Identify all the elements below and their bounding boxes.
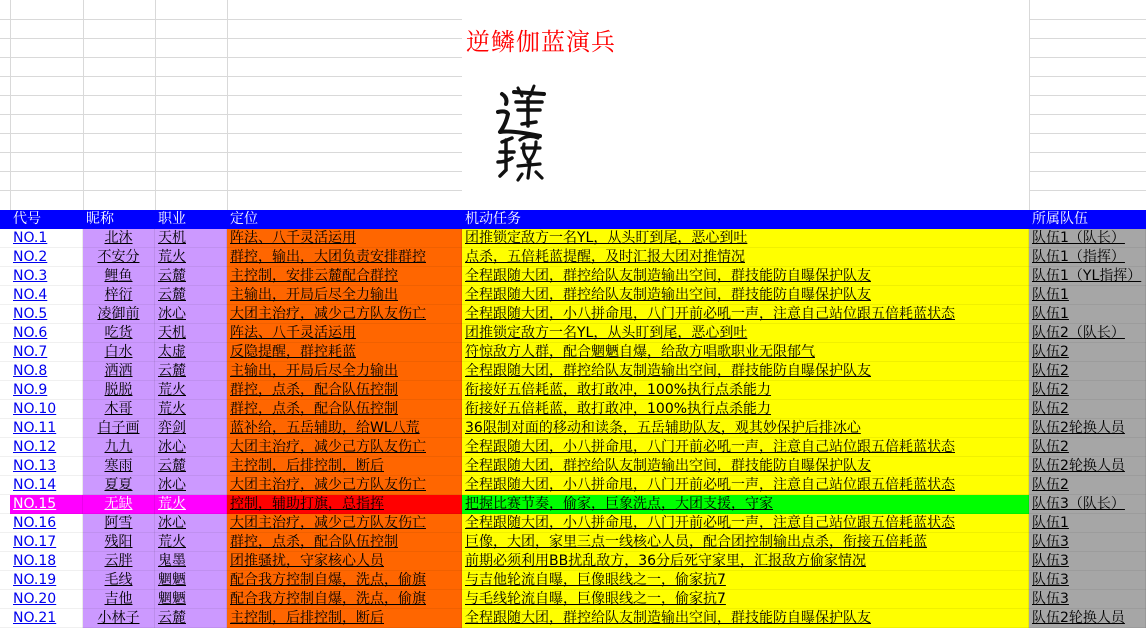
cell-team[interactable]: 队伍2 (1029, 400, 1146, 419)
cell-team[interactable]: 队伍2轮换人员 (1029, 609, 1146, 628)
cell-position[interactable]: 大团主治疗，减少己方队友伤亡 (227, 476, 462, 495)
cell-position[interactable]: 配合我方控制自爆，洗点，偷旗 (227, 571, 462, 590)
cell-nickname[interactable]: 洒洒 (83, 362, 155, 381)
cell-position[interactable]: 大团主治疗，减少己方队友伤亡 (227, 305, 462, 324)
table-row (0, 571, 1146, 590)
cell-mobile-task[interactable]: 全程跟随大团，小八拼命甩，八门开前必吼一声，注意自己站位跟五倍耗蓝状态 (462, 476, 1029, 495)
cell-position[interactable]: 群控，点杀，配合队伍控制 (227, 381, 462, 400)
table-row (0, 229, 1146, 248)
cell-nickname[interactable]: 鲤鱼 (83, 267, 155, 286)
cell-mobile-task[interactable]: 巨像，大团，家里三点一线核心人员，配合团控制输出点杀，衔接五倍耗蓝 (462, 533, 1029, 552)
cell-team[interactable]: 队伍2 (1029, 362, 1146, 381)
cell-position[interactable]: 群控，点杀，配合队伍控制 (227, 533, 462, 552)
cell-code[interactable]: NO.18 (10, 552, 83, 571)
cell-position[interactable]: 蓝补给，五岳辅助，给WL八荒 (227, 419, 462, 438)
cell-mobile-task[interactable]: 与吉他轮流自曝，巨像眼线之一，偷家抗7 (462, 571, 1029, 590)
cell-mobile-task[interactable]: 团推锁定敌方一名YL，从头盯到尾，恶心到吐 (462, 229, 1029, 248)
cell-job[interactable]: 云麓 (155, 267, 227, 286)
cell-nickname[interactable]: 凌御前 (83, 305, 155, 324)
cell-job[interactable]: 冰心 (155, 305, 227, 324)
table-row (0, 514, 1146, 533)
cell-mobile-task[interactable]: 全程跟随大团，群控给队友制造输出空间，群技能防自曝保护队友 (462, 362, 1029, 381)
cell-code[interactable]: NO.15 (10, 495, 83, 514)
table-row (0, 362, 1146, 381)
cell-nickname[interactable]: 毛线 (83, 571, 155, 590)
table-row (0, 438, 1146, 457)
cell-team[interactable]: 队伍1（指挥） (1029, 248, 1146, 267)
cell-nickname[interactable]: 九九 (83, 438, 155, 457)
cell-team[interactable]: 队伍2 (1029, 438, 1146, 457)
table-row (0, 267, 1146, 286)
header-job[interactable]: 职业 (158, 211, 186, 227)
table-row (0, 457, 1146, 476)
cell-nickname[interactable]: 不安分 (83, 248, 155, 267)
cell-code[interactable]: NO.21 (10, 609, 83, 628)
cell-nickname[interactable]: 北沐 (83, 229, 155, 248)
cell-nickname[interactable]: 阿雪 (83, 514, 155, 533)
cell-position[interactable]: 配合我方控制自爆，洗点，偷旗 (227, 590, 462, 609)
cell-team[interactable]: 队伍3 (1029, 533, 1146, 552)
cell-nickname[interactable]: 白水 (83, 343, 155, 362)
cell-code[interactable]: NO.10 (10, 400, 83, 419)
table-row (0, 533, 1146, 552)
table-row (0, 343, 1146, 362)
cell-job[interactable]: 荒火 (155, 248, 227, 267)
cell-code[interactable]: NO.8 (10, 362, 83, 381)
table-row (0, 324, 1146, 343)
cell-code[interactable]: NO.16 (10, 514, 83, 533)
cell-nickname[interactable]: 残阳 (83, 533, 155, 552)
cell-job[interactable]: 天机 (155, 324, 227, 343)
table-row (0, 419, 1146, 438)
cell-team[interactable]: 队伍3 (1029, 571, 1146, 590)
table-row (0, 248, 1146, 267)
header-position[interactable]: 定位 (230, 211, 258, 227)
cell-job[interactable]: 魍魉 (155, 590, 227, 609)
cell-team[interactable]: 队伍2（队长） (1029, 324, 1146, 343)
table-row (0, 305, 1146, 324)
cell-job[interactable]: 魍魉 (155, 571, 227, 590)
cell-mobile-task[interactable]: 团推锁定敌方一名YL，从头盯到尾，恶心到吐 (462, 324, 1029, 343)
cell-job[interactable]: 荒火 (155, 495, 227, 514)
header-team[interactable]: 所属队伍 (1032, 211, 1088, 227)
cell-position[interactable]: 主控制，安排云麓配合群控 (227, 267, 462, 286)
cell-team[interactable]: 队伍1（YL指挥） (1029, 267, 1146, 286)
cell-job[interactable]: 荒火 (155, 381, 227, 400)
cell-code[interactable]: NO.2 (10, 248, 83, 267)
cell-mobile-task[interactable]: 与毛线轮流自曝，巨像眼线之一，偷家抗7 (462, 590, 1029, 609)
cell-mobile-task[interactable]: 点杀，五倍耗蓝提醒，及时汇报大团对推情况 (462, 248, 1029, 267)
header-code[interactable]: 代号 (13, 211, 41, 227)
cell-mobile-task[interactable]: 全程跟随大团，小八拼命甩，八门开前必吼一声，注意自己站位跟五倍耗蓝状态 (462, 438, 1029, 457)
cell-position[interactable]: 主输出，开局后尽全力输出 (227, 362, 462, 381)
cell-job[interactable]: 冰心 (155, 514, 227, 533)
cell-job[interactable]: 天机 (155, 229, 227, 248)
table-row (0, 400, 1146, 419)
cell-team[interactable]: 队伍2 (1029, 381, 1146, 400)
cell-mobile-task[interactable]: 全程跟随大团，群控给队友制造输出空间，群技能防自曝保护队友 (462, 609, 1029, 628)
cell-code[interactable]: NO.7 (10, 343, 83, 362)
cell-position[interactable]: 控制，辅助打旗，总指挥 (227, 495, 462, 514)
cell-code[interactable]: NO.3 (10, 267, 83, 286)
cell-nickname[interactable]: 云胖 (83, 552, 155, 571)
cell-code[interactable]: NO.9 (10, 381, 83, 400)
cell-job[interactable]: 冰心 (155, 438, 227, 457)
cell-code[interactable]: NO.17 (10, 533, 83, 552)
cell-mobile-task[interactable]: 全程跟随大团，小八拼命甩，八门开前必吼一声，注意自己站位跟五倍耗蓝状态 (462, 305, 1029, 324)
cell-job[interactable]: 冰心 (155, 476, 227, 495)
cell-job[interactable]: 云麓 (155, 362, 227, 381)
table-row (0, 590, 1146, 609)
cell-nickname[interactable]: 白子画 (83, 419, 155, 438)
cell-job[interactable]: 太虚 (155, 343, 227, 362)
cell-position[interactable]: 大团主治疗，减少己方队友伤亡 (227, 438, 462, 457)
row-divider (0, 627, 1146, 628)
cell-code[interactable]: NO.20 (10, 590, 83, 609)
cell-team[interactable]: 队伍1（队长） (1029, 229, 1146, 248)
cell-nickname[interactable]: 木哥 (83, 400, 155, 419)
cell-job[interactable]: 荒火 (155, 400, 227, 419)
cell-mobile-task[interactable]: 衔接好五倍耗蓝，敢打敢冲，100%执行点杀能力 (462, 381, 1029, 400)
cell-team[interactable]: 队伍2轮换人员 (1029, 457, 1146, 476)
cell-code[interactable]: NO.14 (10, 476, 83, 495)
cell-position[interactable]: 主输出，开局后尽全力输出 (227, 286, 462, 305)
cell-mobile-task[interactable]: 衔接好五倍耗蓝，敢打敢冲，100%执行点杀能力 (462, 400, 1029, 419)
cell-nickname[interactable]: 脱脱 (83, 381, 155, 400)
cell-position[interactable]: 反隐提醒，群控耗蓝 (227, 343, 462, 362)
cell-mobile-task[interactable]: 全程跟随大团，群控给队友制造输出空间，群技能防自曝保护队友 (462, 286, 1029, 305)
cell-team[interactable]: 队伍3 (1029, 590, 1146, 609)
cell-position[interactable]: 主控制，后排控制，断后 (227, 609, 462, 628)
cell-team[interactable]: 队伍1 (1029, 514, 1146, 533)
header-mobile-task[interactable]: 机动任务 (465, 211, 521, 227)
cell-team[interactable]: 队伍3（队长） (1029, 495, 1146, 514)
cell-nickname[interactable]: 小林子 (83, 609, 155, 628)
grid-line (227, 0, 228, 210)
cell-team[interactable]: 队伍1 (1029, 305, 1146, 324)
cell-code[interactable]: NO.13 (10, 457, 83, 476)
cell-mobile-task[interactable]: 前期必须利用BB扰乱敌方，36分后死守家里，汇报敌方偷家情况 (462, 552, 1029, 571)
cell-nickname[interactable]: 寒雨 (83, 457, 155, 476)
table-row (0, 286, 1146, 305)
cell-nickname[interactable]: 吃货 (83, 324, 155, 343)
table-row (0, 609, 1146, 628)
cell-mobile-task[interactable]: 把握比赛节奏，偷家，巨象洗点，大团支援，守家 (462, 495, 1029, 514)
cell-nickname[interactable]: 夏夏 (83, 476, 155, 495)
cell-job[interactable]: 弈剑 (155, 419, 227, 438)
cell-mobile-task[interactable]: 全程跟随大团，小八拼命甩，八门开前必吼一声，注意自己站位跟五倍耗蓝状态 (462, 514, 1029, 533)
cell-code[interactable]: NO.12 (10, 438, 83, 457)
cell-nickname[interactable]: 梓衍 (83, 286, 155, 305)
cell-job[interactable]: 鬼墨 (155, 552, 227, 571)
cell-team[interactable]: 队伍3 (1029, 552, 1146, 571)
cell-mobile-task[interactable]: 符惊敌方人群，配合魍魉自爆，给敌方唱歌职业无限郁气 (462, 343, 1029, 362)
cell-position[interactable]: 阵法、八千灵活运用 (227, 324, 462, 343)
cell-code[interactable]: NO.11 (10, 419, 83, 438)
cell-code[interactable]: NO.1 (10, 229, 83, 248)
cell-job[interactable]: 荒火 (155, 533, 227, 552)
cell-mobile-task[interactable]: 全程跟随大团，群控给队友制造输出空间，群技能防自曝保护队友 (462, 457, 1029, 476)
cell-code[interactable]: NO.5 (10, 305, 83, 324)
cell-position[interactable]: 群控，点杀，配合队伍控制 (227, 400, 462, 419)
cell-job[interactable]: 云麓 (155, 609, 227, 628)
cell-team[interactable]: 队伍2 (1029, 343, 1146, 362)
table-row (0, 381, 1146, 400)
cell-mobile-task[interactable]: 36限制对面的移动和读条，五岳辅助队友，观其妙保护后排冰心 (462, 419, 1029, 438)
table-row (0, 476, 1146, 495)
logo-calligraphy (488, 84, 552, 184)
cell-nickname[interactable]: 吉他 (83, 590, 155, 609)
cell-job[interactable]: 云麓 (155, 457, 227, 476)
grid-line (83, 0, 84, 210)
cell-code[interactable]: NO.19 (10, 571, 83, 590)
table-row (0, 552, 1146, 571)
cell-team[interactable]: 队伍2 (1029, 476, 1146, 495)
cell-position[interactable]: 主控制，后排控制，断后 (227, 457, 462, 476)
grid-line (1029, 0, 1030, 210)
cell-job[interactable]: 云麓 (155, 286, 227, 305)
cell-code[interactable]: NO.6 (10, 324, 83, 343)
grid-line (10, 0, 11, 210)
cell-position[interactable]: 阵法、八千灵活运用 (227, 229, 462, 248)
cell-team[interactable]: 队伍1 (1029, 286, 1146, 305)
cell-position[interactable]: 群控，输出，大团负责安排群控 (227, 248, 462, 267)
cell-code[interactable]: NO.4 (10, 286, 83, 305)
cell-nickname[interactable]: 无缺 (83, 495, 155, 514)
cell-team[interactable]: 队伍2轮换人员 (1029, 419, 1146, 438)
cell-position[interactable]: 大团主治疗，减少己方队友伤亡 (227, 514, 462, 533)
table-header-row (0, 210, 1146, 229)
table-row (0, 495, 1146, 514)
grid-line (155, 0, 156, 210)
sheet-title: 逆鳞伽蓝演兵 (466, 28, 616, 56)
cell-mobile-task[interactable]: 全程跟随大团，群控给队友制造输出空间，群技能防自曝保护队友 (462, 267, 1029, 286)
header-nickname[interactable]: 昵称 (86, 211, 114, 227)
cell-position[interactable]: 团推骚扰，守家核心人员 (227, 552, 462, 571)
